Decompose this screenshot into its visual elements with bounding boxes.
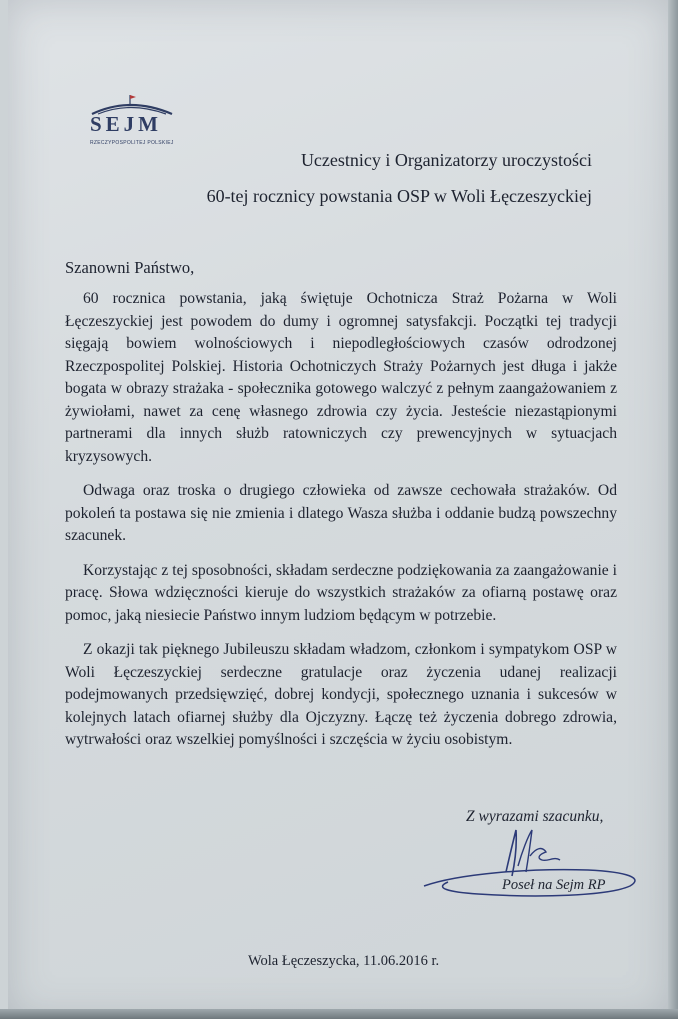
paragraph-2: Odwaga oraz troska o drugiego człowieka od zawsze cechowała strażaków. Od pokoleń ta postawa się nie zmienia i dlatego Wasza służba i oddanie budzą powszechny szacunek. [65, 482, 617, 544]
frame-edge-right [668, 0, 678, 1019]
closing-phrase: Z wyrazami szacunku, [466, 808, 604, 825]
signatory-title: Poseł na Sejm RP [502, 877, 606, 893]
sejm-logo-text: SEJM [90, 112, 163, 136]
frame-edge-bottom [0, 1009, 678, 1019]
letter-body [65, 288, 617, 764]
sejm-logo-subtitle: RZECZYPOSPOLITEJ POLSKIEJ [90, 140, 174, 146]
paragraph-3: Korzystając z tej sposobności, składam serdeczne podziękowania za zaangażowanie i pracę. Słowa wdzięczności kieruje do wszystkich strażaków za ofiarną postawę oraz pomoc, jaką niesiecie Państwo innym ludziom będącym w potrzebie. [65, 561, 617, 624]
place-and-date: Wola Łęczeszycka, 11.06.2016 r. [248, 953, 440, 969]
addressee-line-1: Uczestnicy i Organizatorzy uroczystości [300, 150, 592, 170]
paragraph-4: Z okazji tak pięknego Jubileuszu składam władzom, członkom i sympatykom OSP w Woli Łęczeszyckiej serdeczne gratulacje oraz życzenia udanej realizacji podejmowanych przedsięwzięć, dobrej kondycji, społecznego uznania i sukcesów w kolejnych latach ofiarnej służby dla Ojczyzny. Łączę też życzenia dobrego zdrowia, wytrwałości oraz wszelkiej pomyślności i szczęścia w życiu osobistym. [65, 641, 617, 748]
sejm-logo [84, 92, 184, 152]
paragraph-1: 60 rocznica powstania, jaką świętuje Ochotnicza Straż Pożarna w Woli Łęczeszyckiej jest powodem do dumy i ogromnej satysfakcji. Początki tej tradycji sięgają bowiem wolnościowych i niepodległościowych czasów odrodzonej Rzeczpospolitej Polskiej. Historia Ochotniczych Straży Pożarnych jest długa i jakże bogata w obrazy strażaka - społecznika gotowego walczyć z pełnym zaangażowaniem z żywiołami, nawet za cenę własnego zdrowia czy życia. Jesteście niezastąpionymi partnerami dla innych służb ratowniczych czy prewencyjnych w sytuacjach kryzysowych. [65, 290, 617, 465]
letter-sheet [8, 0, 670, 1019]
addressee-line-2: 60-tej rocznicy powstania OSP w Woli Łęczeszyckiej [206, 186, 592, 206]
salutation: Szanowni Państwo, [65, 258, 195, 277]
